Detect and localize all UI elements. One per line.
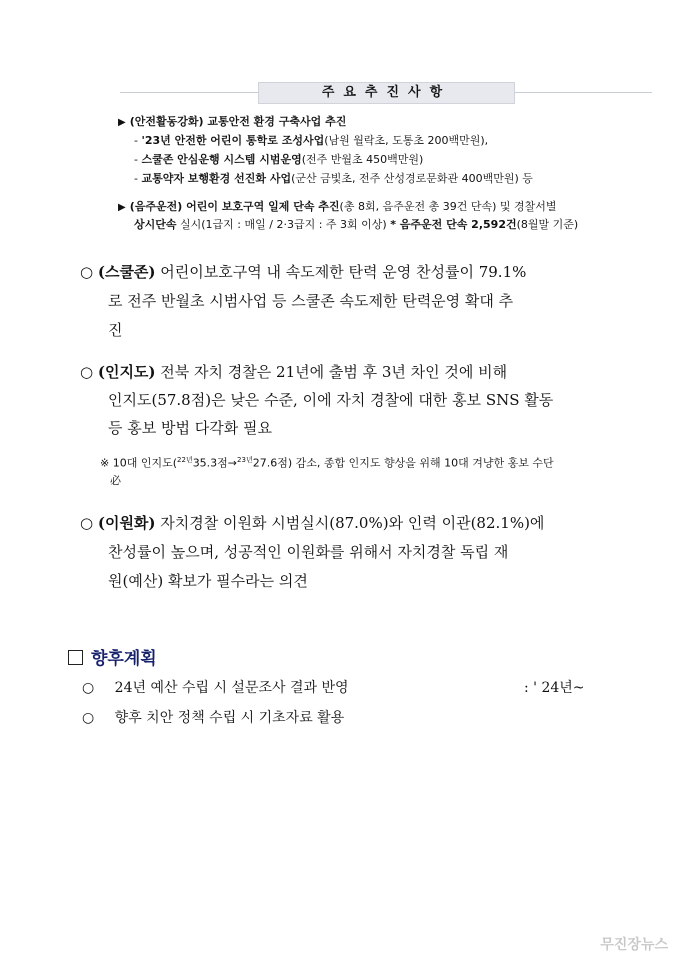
note-sup: 23년 — [237, 456, 253, 464]
dash: - — [134, 153, 142, 166]
summary-sub-3 — [134, 171, 533, 187]
summary-sub-2 — [134, 152, 423, 168]
sub-rest: (남원 월락초, 도통초 200백만원), — [324, 134, 489, 147]
paragraph-schoolzone-line2: 로 전주 반월초 시범사업 등 스쿨존 속도제한 탄력운영 확대 추 — [108, 292, 514, 310]
watermark-logo: 무진장뉴스 — [600, 937, 668, 953]
line2-rest2: (8월말 기준) — [516, 218, 579, 231]
note-value: 35.3점→ — [192, 456, 238, 470]
summary-item-2-rest: (총 8회, 음주운전 총 39건 단속) 및 경찰서별 — [339, 200, 557, 213]
circle-bullet: ○ — [82, 710, 95, 726]
summary-sub-1 — [134, 133, 488, 149]
future-item-text: 24년 예산 수립 시 설문조사 결과 반영 — [114, 680, 349, 696]
circle-bullet: ○ — [80, 263, 98, 281]
awareness-note — [100, 451, 554, 473]
paragraph-label: (이원화) — [97, 514, 156, 532]
arrow-icon: ▶ — [118, 117, 126, 128]
paragraph-dualization-line2: 찬성률이 높으며, 성공적인 이원화를 위해서 자치경찰 독립 재 — [108, 543, 509, 561]
dash: - — [134, 172, 142, 185]
paragraph-awareness-line2: 인지도(57.8점)은 낮은 수준, 이에 자치 경찰에 대한 홍보 SNS 활동 — [108, 391, 554, 409]
dash: - — [134, 134, 142, 147]
sub-rest: (군산 금빛초, 전주 산성경로문화관 400백만원) 등 — [291, 172, 533, 185]
paragraph-dualization — [80, 509, 640, 537]
future-item-text: 향후 치안 정책 수립 시 기초자료 활용 — [114, 710, 345, 726]
paragraph-line: 어린이보호구역 내 속도제한 탄력 운영 찬성률이 79.1% — [155, 263, 527, 281]
paragraph-awareness — [80, 358, 640, 386]
paragraph-line: 자치경찰 이원화 시범실시(87.0%)와 인력 이관(82.1%)에 — [155, 514, 545, 532]
sub-bold: 스쿨존 안심운행 시스템 시범운영 — [141, 153, 302, 166]
future-item-1 — [82, 678, 349, 698]
note-text: 10대 인지도( — [109, 456, 178, 470]
summary-item-2-line2 — [134, 217, 578, 233]
summary-item-2 — [118, 199, 557, 216]
arrow-icon: ▶ — [118, 202, 126, 213]
paragraph-line: 전북 자치 경찰은 21년에 출범 후 3년 차인 것에 비해 — [155, 363, 508, 381]
future-item-2 — [82, 708, 344, 728]
sub-rest: (전주 반월초 450백만원) — [301, 153, 424, 166]
line2-bold2: * 음주운전 단속 2,592건 — [390, 218, 517, 231]
note-value: 27.6점) 감소, 종합 인지도 향상을 위해 10대 겨냥한 홍보 수단 — [252, 456, 554, 470]
future-item-1-date: : ' 24년~ — [524, 680, 585, 696]
sub-bold: 교통약자 보행환경 선진화 사업 — [141, 172, 292, 185]
sub-bold: '23년 안전한 어린이 통학로 조성사업 — [141, 134, 325, 147]
paragraph-schoolzone — [80, 258, 640, 286]
note-mark: ※ — [100, 456, 110, 470]
future-plan-heading — [68, 644, 157, 669]
summary-item-1-label: (안전활동강화) 교통안전 환경 구축사업 추진 — [129, 115, 347, 128]
paragraph-dualization-line3: 원(예산) 확보가 필수라는 의견 — [108, 572, 308, 590]
summary-item-1 — [118, 114, 346, 131]
line2-bold1: 상시단속 — [134, 218, 177, 231]
circle-bullet: ○ — [80, 363, 98, 381]
summary-item-2-bold: (음주운전) 어린이 보호구역 일제 단속 추진 — [129, 200, 340, 213]
checkbox-square-icon — [68, 650, 83, 665]
line2-rest1: 실시(1급지 : 매일 / 2·3급지 : 주 3회 이상) — [176, 218, 391, 231]
future-plan-title: 향후계획 — [91, 649, 157, 669]
circle-bullet: ○ — [82, 680, 95, 696]
paragraph-schoolzone-line3: 진 — [108, 321, 123, 339]
paragraph-awareness-line3: 등 홍보 방법 다각화 필요 — [108, 419, 272, 437]
paragraph-label: (스쿨존) — [97, 263, 156, 281]
section-header: 주요추진사항 — [258, 82, 515, 104]
circle-bullet: ○ — [80, 514, 98, 532]
awareness-note-line2: 必 — [110, 474, 121, 487]
paragraph-label: (인지도) — [97, 363, 156, 381]
note-sup: 22년 — [177, 456, 193, 464]
